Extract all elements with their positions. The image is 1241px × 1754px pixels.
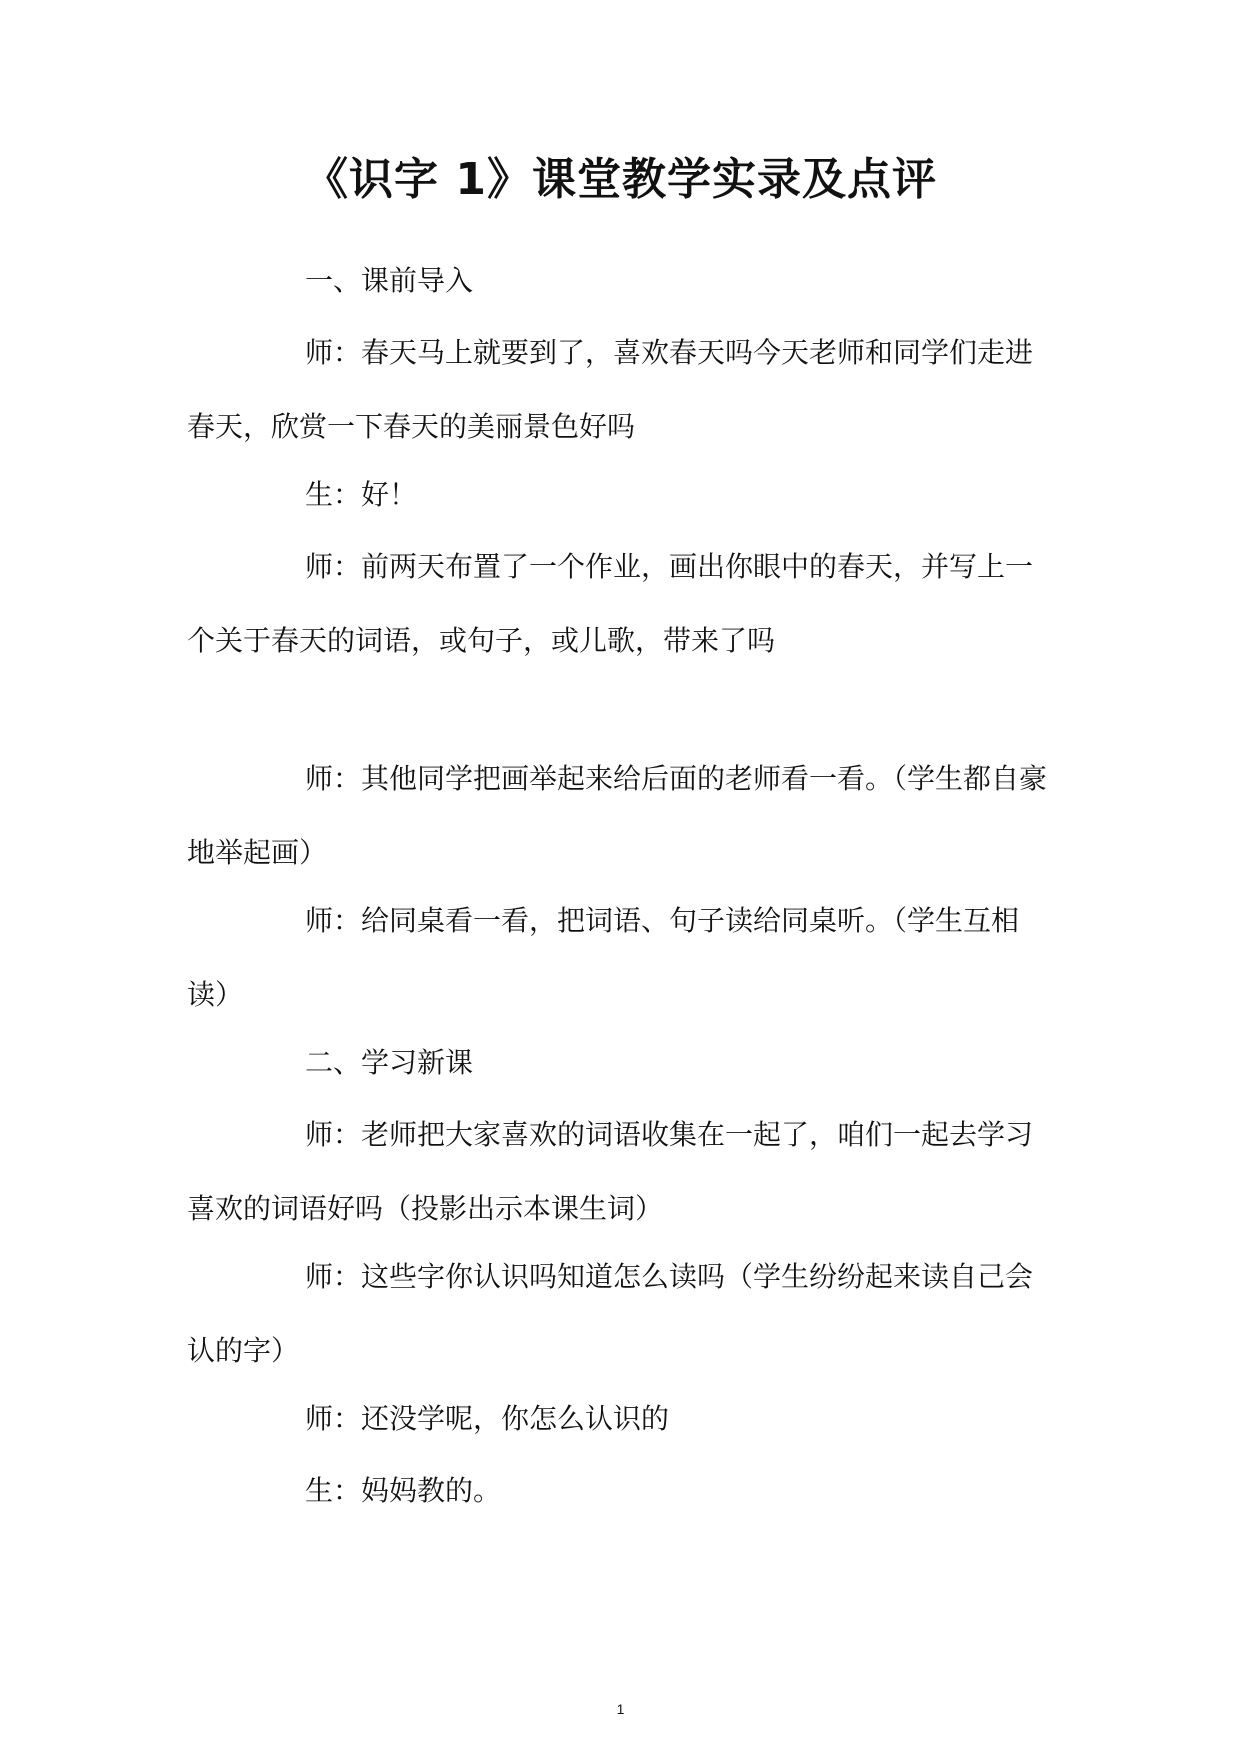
paragraph-teacher-collected-words: 师：老师把大家喜欢的词语收集在一起了，咱们一起去学习喜欢的词语好吗（投影出示本课生词） [187,1118,1034,1225]
page-number: 1 [616,1701,625,1717]
paragraph-teacher-recognize: 师：这些字你认识吗知道怎么读吗（学生纷纷起来读自己会认的字） [187,1260,1034,1367]
paragraph-student-ok: 生：好！ [305,478,418,511]
paragraph-section-intro-heading: 一、课前导入 [305,264,474,297]
document-title: 《识字 1》课堂教学实录及点评 [304,154,937,205]
paragraph-teacher-how-known: 师：还没学呢，你怎么认识的 [305,1402,670,1435]
paragraph-teacher-deskmate: 师：给同桌看一看，把词语、句子读给同桌听。（学生互相读） [187,904,1020,1011]
paragraph-teacher-show-drawing: 师：其他同学把画举起来给后面的老师看一看。（学生都自豪地举起画） [187,762,1048,869]
paragraph-teacher-spring: 师：春天马上就要到了，喜欢春天吗今天老师和同学们走进春天，欣赏一下春天的美丽景色好吗 [187,336,1034,443]
paragraph-section-new-lesson-heading: 二、学习新课 [305,1046,474,1079]
paragraph-teacher-homework: 师：前两天布置了一个作业，画出你眼中的春天，并写上一个关于春天的词语，或句子，或儿歌，带来了吗 [187,550,1034,657]
paragraph-student-mother-taught: 生：妈妈教的。 [305,1474,502,1507]
